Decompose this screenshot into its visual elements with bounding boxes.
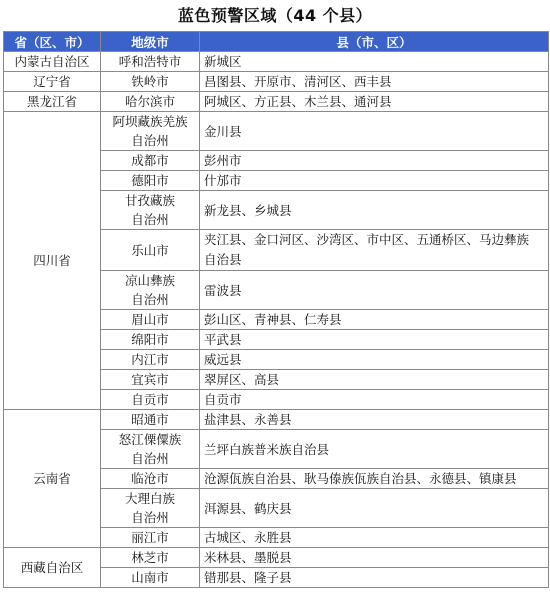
table-row [4,92,549,112]
city-line: 成都市 [131,153,169,168]
province-cell: 辽宁省 [4,72,101,92]
city-cell [101,350,200,370]
city-cell [101,568,200,588]
table-row [4,72,549,92]
county-cell [200,112,549,151]
county-cell [200,489,549,528]
city-line: 自治州 [131,292,169,307]
city-line: 绵阳市 [131,332,169,347]
county-line: 自贡市 [204,392,242,407]
city-cell [101,72,200,92]
city-cell [101,112,200,151]
city-line: 临沧市 [131,471,169,486]
table-row [4,548,549,568]
county-line: 平武县 [204,332,242,347]
county-line: 什邡市 [204,173,242,188]
county-cell [200,92,549,112]
city-line: 大理白族 [124,491,175,506]
county-cell [200,430,549,469]
county-cell [200,410,549,430]
city-line: 昭通市 [131,412,169,427]
county-line: 兰坪白族普米族自治县 [204,441,330,457]
city-cell [101,430,200,469]
county-line: 洱源县、鹤庆县 [204,500,292,516]
county-line: 金川县 [204,123,242,139]
table-row [4,112,549,151]
city-cell [101,528,200,548]
county-line: 新城区 [204,54,242,69]
county-cell [200,271,549,310]
county-cell [200,230,549,271]
county-cell [200,528,549,548]
county-cell [200,390,549,410]
county-line: 阿城区、方正县、木兰县、通河县 [204,94,392,109]
county-line: 盐津县、永善县 [204,412,292,427]
city-line: 自治州 [131,133,169,148]
city-line: 凉山彝族 [124,273,175,288]
county-cell [200,151,549,171]
county-line: 彭山区、青神县、仁寿县 [204,312,342,327]
city-line: 怒江傈僳族 [118,432,182,447]
county-cell [200,568,549,588]
city-cell [101,469,200,489]
header-province: 省（区、市） [4,32,101,52]
county-line: 沧源佤族自治县、耿马傣族佤族自治县、永德县、镇康县 [204,471,517,486]
county-cell [200,330,549,350]
city-line: 呼和浩特市 [118,54,182,69]
city-cell [101,370,200,390]
province-cell: 内蒙古自治区 [4,52,101,72]
county-line: 夹江县、金口河区、沙湾区、市中区、五通桥区、马边彝族 [204,232,530,247]
city-line: 自治州 [131,451,169,466]
county-cell [200,191,549,230]
county-cell [200,310,549,330]
county-cell [200,548,549,568]
warning-region-table [3,31,549,588]
city-cell [101,330,200,350]
city-line: 山南市 [131,570,169,585]
city-cell [101,171,200,191]
city-cell [101,52,200,72]
city-cell [101,310,200,330]
table-body [4,52,549,588]
county-line: 古城区、永胜县 [204,530,292,545]
city-cell [101,151,200,171]
county-line: 自治县 [204,252,242,267]
county-cell [200,72,549,92]
city-line: 德阳市 [131,173,169,188]
province-cell: 西藏自治区 [4,548,101,588]
county-line: 错那县、隆子县 [204,570,292,585]
city-line: 铁岭市 [131,74,169,89]
header-city: 地级市 [101,32,200,52]
county-line: 彭州市 [204,153,242,168]
county-cell [200,171,549,191]
page-title: 蓝色预警区域（44 个县） [177,6,373,25]
city-line: 哈尔滨市 [124,94,175,109]
county-cell [200,370,549,390]
city-line: 林芝市 [131,550,169,565]
province-cell: 黑龙江省 [4,92,101,112]
city-line: 甘孜藏族 [124,193,175,208]
city-cell [101,191,200,230]
county-line: 雷波县 [204,282,242,298]
city-cell [101,271,200,310]
city-cell [101,548,200,568]
table-row [4,410,549,430]
header-county: 县（市、区） [200,32,549,52]
county-line: 米林县、墨脱县 [204,550,292,565]
county-line: 翠屏区、高县 [204,372,280,387]
table-header-row [4,32,549,52]
county-cell [200,469,549,489]
county-cell [200,350,549,370]
city-cell [101,92,200,112]
city-line: 丽江市 [131,530,169,545]
province-cell: 四川省 [4,112,101,410]
table-row [4,52,549,72]
city-cell [101,230,200,271]
city-cell [101,489,200,528]
city-line: 阿坝藏族羌族 [112,114,188,129]
city-line: 乐山市 [131,242,169,258]
city-line: 自治州 [131,510,169,525]
county-cell [200,52,549,72]
county-line: 威远县 [204,352,242,367]
county-line: 新龙县、乡城县 [204,202,292,218]
city-line: 宜宾市 [131,372,169,387]
county-line: 昌图县、开原市、清河区、西丰县 [204,74,392,89]
city-line: 自贡市 [131,392,169,407]
city-cell [101,390,200,410]
city-line: 内江市 [131,352,169,367]
province-cell: 云南省 [4,410,101,548]
city-cell [101,410,200,430]
city-line: 眉山市 [131,312,169,327]
city-line: 自治州 [131,212,169,227]
